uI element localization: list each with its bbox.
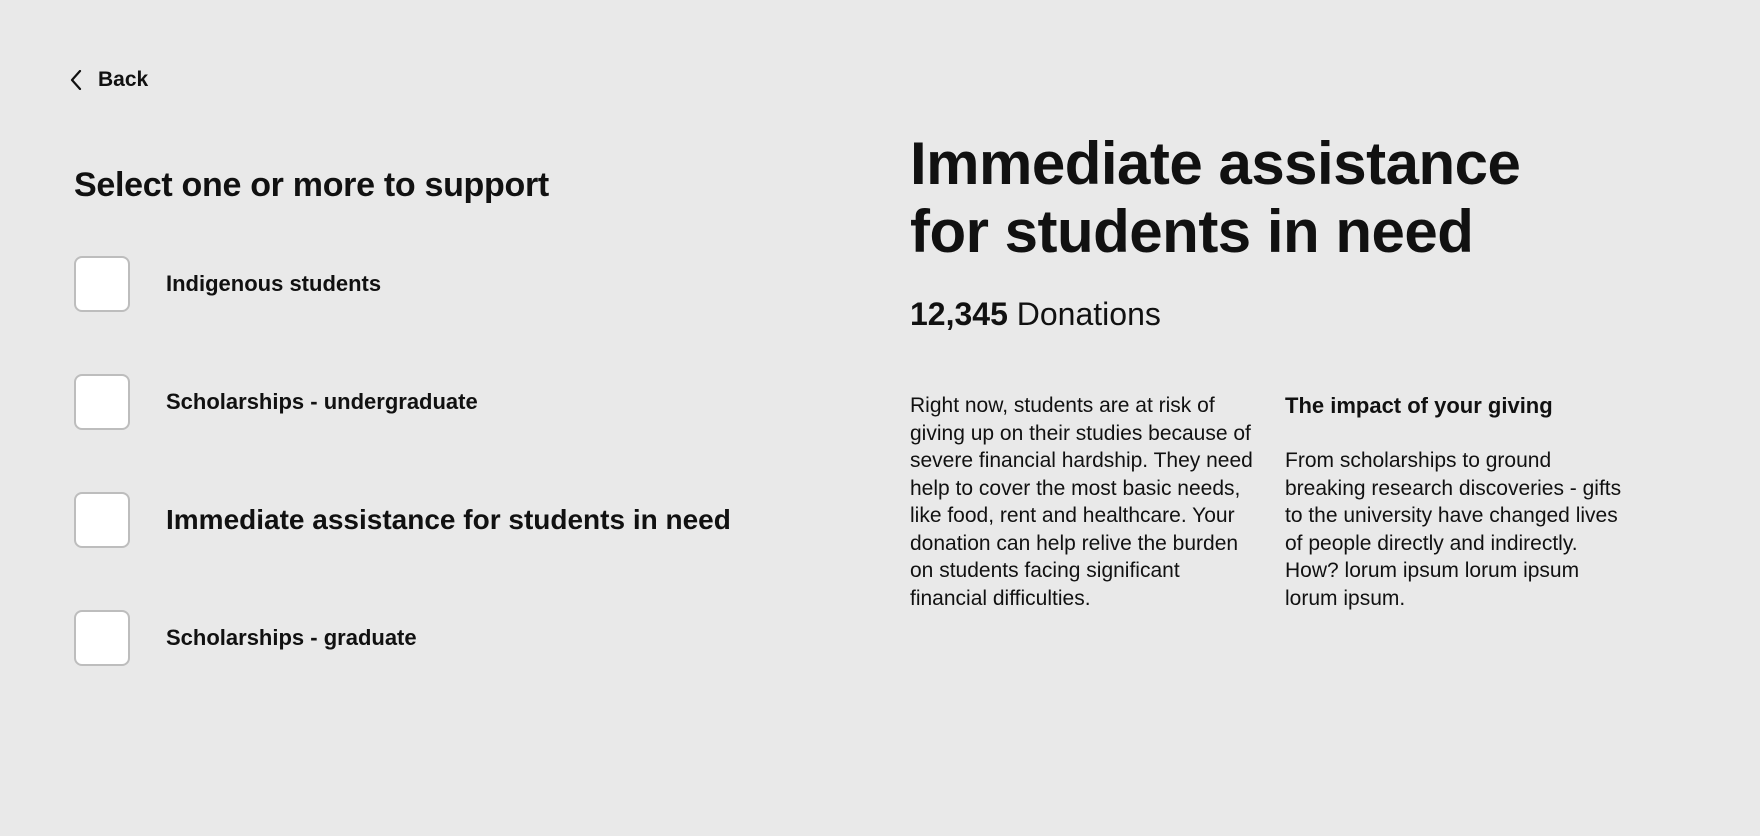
scholarships-undergraduate-checkbox[interactable] (74, 374, 130, 430)
option-immediate-assistance[interactable] (74, 492, 731, 548)
detail-title (910, 130, 1610, 266)
donation-label: Donations (1016, 296, 1161, 332)
back-link[interactable] (70, 68, 148, 92)
option-indigenous-students[interactable] (74, 256, 381, 312)
option-label: Scholarships - undergraduate (166, 389, 478, 414)
selection-title: Select one or more to support (74, 166, 549, 204)
indigenous-students-checkbox[interactable] (74, 256, 130, 312)
detail-title-line-1: Immediate assistance (910, 130, 1521, 197)
detail-title-line-2: for students in need (910, 198, 1474, 265)
impact-text: From scholarships to ground breaking research discoveries - gifts to the university have changed lives of people directly and indirectly. How? lorum ipsum lorum ipsum lorum ipsum. (1285, 449, 1622, 610)
option-label: Immediate assistance for students in need (166, 504, 731, 535)
donation-counter (910, 296, 1161, 333)
cause-description: Right now, students are at risk of giving up on their studies because of severe financial hardship. They need help to cover the most basic needs, like food, rent and healthcare. Your donation can help relive the burden on students facing significant financial difficulties. (910, 394, 1253, 610)
donation-count: 12,345 (910, 296, 1008, 332)
back-label: Back (98, 68, 149, 91)
option-label: Indigenous students (166, 271, 382, 296)
scholarships-graduate-checkbox[interactable] (74, 610, 130, 666)
impact-heading: The impact of your giving (1285, 393, 1553, 418)
immediate-assistance-checkbox[interactable] (74, 492, 130, 548)
chevron-left-icon (70, 70, 82, 90)
option-scholarships-graduate[interactable] (74, 610, 417, 666)
option-label: Scholarships - graduate (166, 625, 417, 650)
option-scholarships-undergraduate[interactable] (74, 374, 478, 430)
